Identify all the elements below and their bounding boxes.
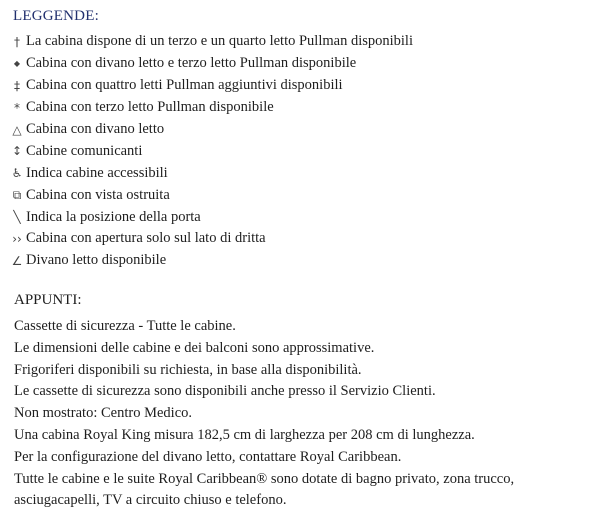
legend-item [9,53,413,75]
legend-item-label: Indica cabine accessibili [26,164,168,181]
legend-item [9,140,413,162]
legend-title: LEGGENDE: [13,8,99,24]
note-line: Le cassette di sicurezza sono disponibili anche presso il Servizio Clienti. [14,383,436,400]
legend-item [9,206,413,228]
note-line: asciugacapelli, TV a circuito chiuso e telefono. [14,492,287,509]
angle-icon: ∠ [11,253,23,268]
legend-item-label: Cabine comunicanti [26,142,143,159]
legend-item-label: La cabina dispone di un terzo e un quarto letto Pullman disponibili [26,33,413,50]
legend-item-label: Cabina con vista ostruita [26,186,170,203]
notes-list [14,316,594,512]
note-line: Una cabina Royal King misura 182,5 cm di larghezza per 208 cm di lunghezza. [14,426,475,443]
asterisk-icon: * [14,100,20,115]
legend-item-label: Cabina con divano letto [26,121,165,137]
connecting-arrow-icon: ↕ [11,144,23,159]
legend-item-label: Indica la posizione della porta [26,208,201,225]
legend-item-label: Cabina con apertura solo sul lato di dritta [26,230,266,247]
legend-item-label: Divano letto disponibile [26,252,167,269]
legend-item-label: Cabina con divano letto e terzo letto Pullman disponibile [26,55,357,72]
legend-item [9,162,413,184]
notes-title: APPUNTI: [14,292,82,308]
double-dagger-icon: ‡ [14,78,20,93]
legend-item [9,31,413,53]
wheelchair-icon: ♿ [11,166,23,181]
obstructed-view-icon: ⧉ [12,187,22,202]
note-line: Per la configurazione del divano letto, contattare Royal Caribbean. [14,448,402,465]
note-line: Non mostrato: Centro Medico. [14,405,193,422]
note-line: Frigoriferi disponibili su richiesta, in base alla disponibilità. [14,361,362,378]
starboard-chevron-icon: ›› [12,231,22,246]
legend-item-label: Cabina con terzo letto Pullman disponibile [26,99,274,116]
legend-item [9,228,413,250]
door-slash-icon: ╲ [13,210,21,225]
diamond-dot-icon: ◆ [13,59,21,69]
legend-list [9,31,413,272]
note-line: Tutte le cabine e le suite Royal Caribbean® sono dotate di bagno privato, zona trucco, [14,470,515,487]
note-line: Cassette di sicurezza - Tutte le cabine. [14,318,236,334]
triangle-icon: △ [12,122,22,137]
dagger-icon: † [14,34,20,49]
legend-item [9,250,413,272]
legend-item [9,184,413,206]
legend-item [9,75,413,97]
legend-item [9,119,413,141]
legend-item-label: Cabina con quattro letti Pullman aggiuntivi disponibili [26,77,343,94]
note-line: Le dimensioni delle cabine e dei balconi sono approssimative. [14,339,375,356]
legend-item [9,97,413,119]
